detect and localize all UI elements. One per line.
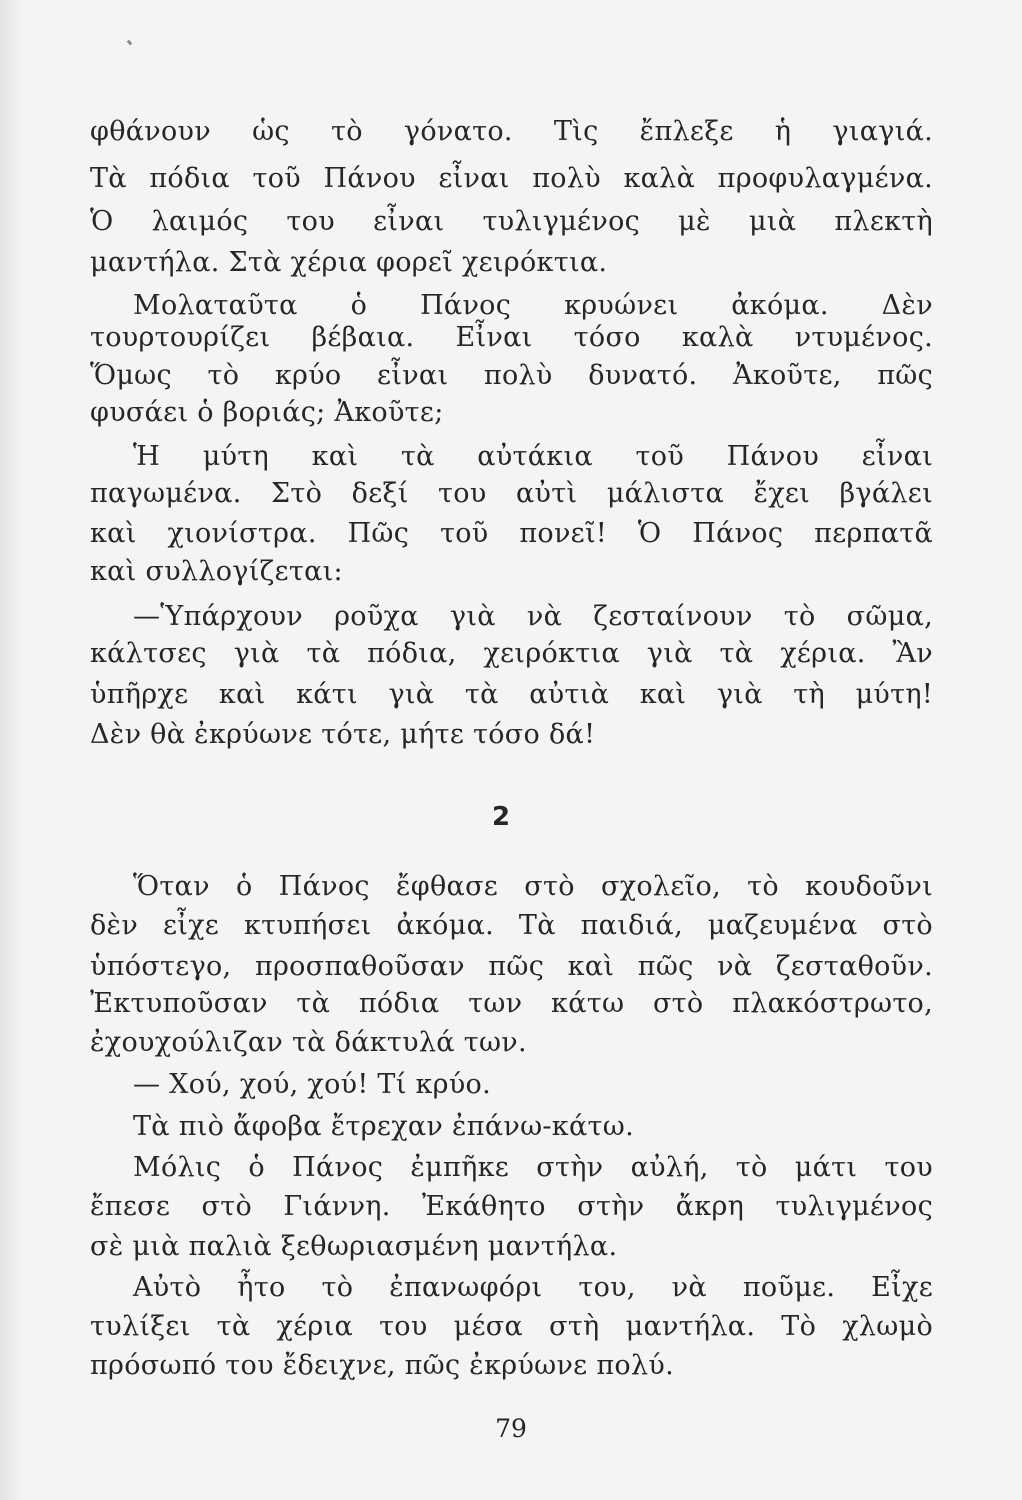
- text-line: μαντήλα. Στὰ χέρια φορεῖ χειρόκτια.: [90, 247, 608, 278]
- text-line: ὑπῆρχε καὶ κάτι γιὰ τὰ αὐτιὰ καὶ γιὰ τὴ μύτη!: [90, 679, 933, 710]
- text-line: —Ὑπάρχουν ροῦχα γιὰ νὰ ζεσταίνουν τὸ σῶμα,: [133, 601, 933, 632]
- text-line: σὲ μιὰ παλιὰ ξεθωριασμένη μαντήλα.: [90, 1231, 618, 1262]
- page-number: 79: [495, 1414, 527, 1443]
- text-line: καὶ χιονίστρα. Πῶς τοῦ πονεῖ! Ὁ Πάνος περπατᾶ: [90, 518, 933, 549]
- text-line: πρόσωπό του ἔδειχνε, πῶς ἐκρύωνε πολύ.: [90, 1350, 674, 1381]
- text-line: ἐχουχούλιζαν τὰ δάκτυλά των.: [90, 1027, 527, 1058]
- text-line: Τὰ πιὸ ἄφοβα ἔτρεχαν ἐπάνω-κάτω.: [133, 1111, 634, 1142]
- text-line: καὶ συλλογίζεται:: [90, 556, 343, 587]
- page-edge-shadow: [0, 0, 22, 1500]
- text-line: δὲν εἶχε κτυπήσει ἀκόμα. Τὰ παιδιά, μαζευμένα στὸ: [90, 910, 933, 941]
- text-line: φθάνουν ὡς τὸ γόνατο. Τὶς ἔπλεξε ἡ γιαγιά.: [90, 116, 933, 147]
- text-line: Ὅμως τὸ κρύο εἶναι πολὺ δυνατό. Ἀκοῦτε, πῶς: [90, 360, 933, 391]
- text-line: Τὰ πόδια τοῦ Πάνου εἶναι πολὺ καλὰ προφυλαγμένα.: [90, 163, 933, 194]
- text-line: Μολαταῦτα ὁ Πάνος κρυώνει ἀκόμα. Δὲν: [133, 290, 933, 321]
- text-line: τουρτουρίζει βέβαια. Εἶναι τόσο καλὰ ντυμένος.: [90, 322, 933, 353]
- text-line: κάλτσες γιὰ τὰ πόδια, χειρόκτια γιὰ τὰ χέρια. Ἂν: [90, 638, 933, 669]
- text-line: τυλίξει τὰ χέρια του μέσα στὴ μαντήλα. Τὸ χλωμὸ: [90, 1311, 933, 1342]
- text-line: Ὅταν ὁ Πάνος ἔφθασε στὸ σχολεῖο, τὸ κουδοῦνι: [133, 871, 933, 902]
- text-line: Ἡ μύτη καὶ τὰ αὐτάκια τοῦ Πάνου εἶναι: [133, 441, 933, 472]
- scan-speck: [127, 40, 133, 46]
- text-line: ὑπόστεγο, προσπαθοῦσαν πῶς καὶ πῶς νὰ ζεσταθοῦν.: [90, 951, 933, 982]
- text-line: Αὐτὸ ἦτο τὸ ἐπανωφόρι του, νὰ ποῦμε. Εἶχε: [133, 1272, 933, 1303]
- text-line: Ἐκτυποῦσαν τὰ πόδια των κάτω στὸ πλακόστρωτο,: [90, 988, 933, 1019]
- text-line: Μόλις ὁ Πάνος ἐμπῆκε στὴν αὐλή, τὸ μάτι του: [133, 1152, 933, 1183]
- section-number: 2: [491, 802, 511, 832]
- text-line: Δὲν θὰ ἐκρύωνε τότε, μήτε τόσο δά!: [90, 719, 596, 750]
- text-line: παγωμένα. Στὸ δεξί του αὐτὶ μάλιστα ἔχει βγάλει: [90, 478, 933, 509]
- text-line: — Χού, χού, χού! Τί κρύο.: [133, 1069, 491, 1100]
- text-line: Ὁ λαιμός του εἶναι τυλιγμένος μὲ μιὰ πλεκτὴ: [90, 206, 933, 237]
- text-line: ἔπεσε στὸ Γιάννη. Ἐκάθητο στὴν ἄκρη τυλιγμένος: [90, 1191, 933, 1222]
- text-line: φυσάει ὁ βοριάς; Ἀκοῦτε;: [90, 397, 444, 428]
